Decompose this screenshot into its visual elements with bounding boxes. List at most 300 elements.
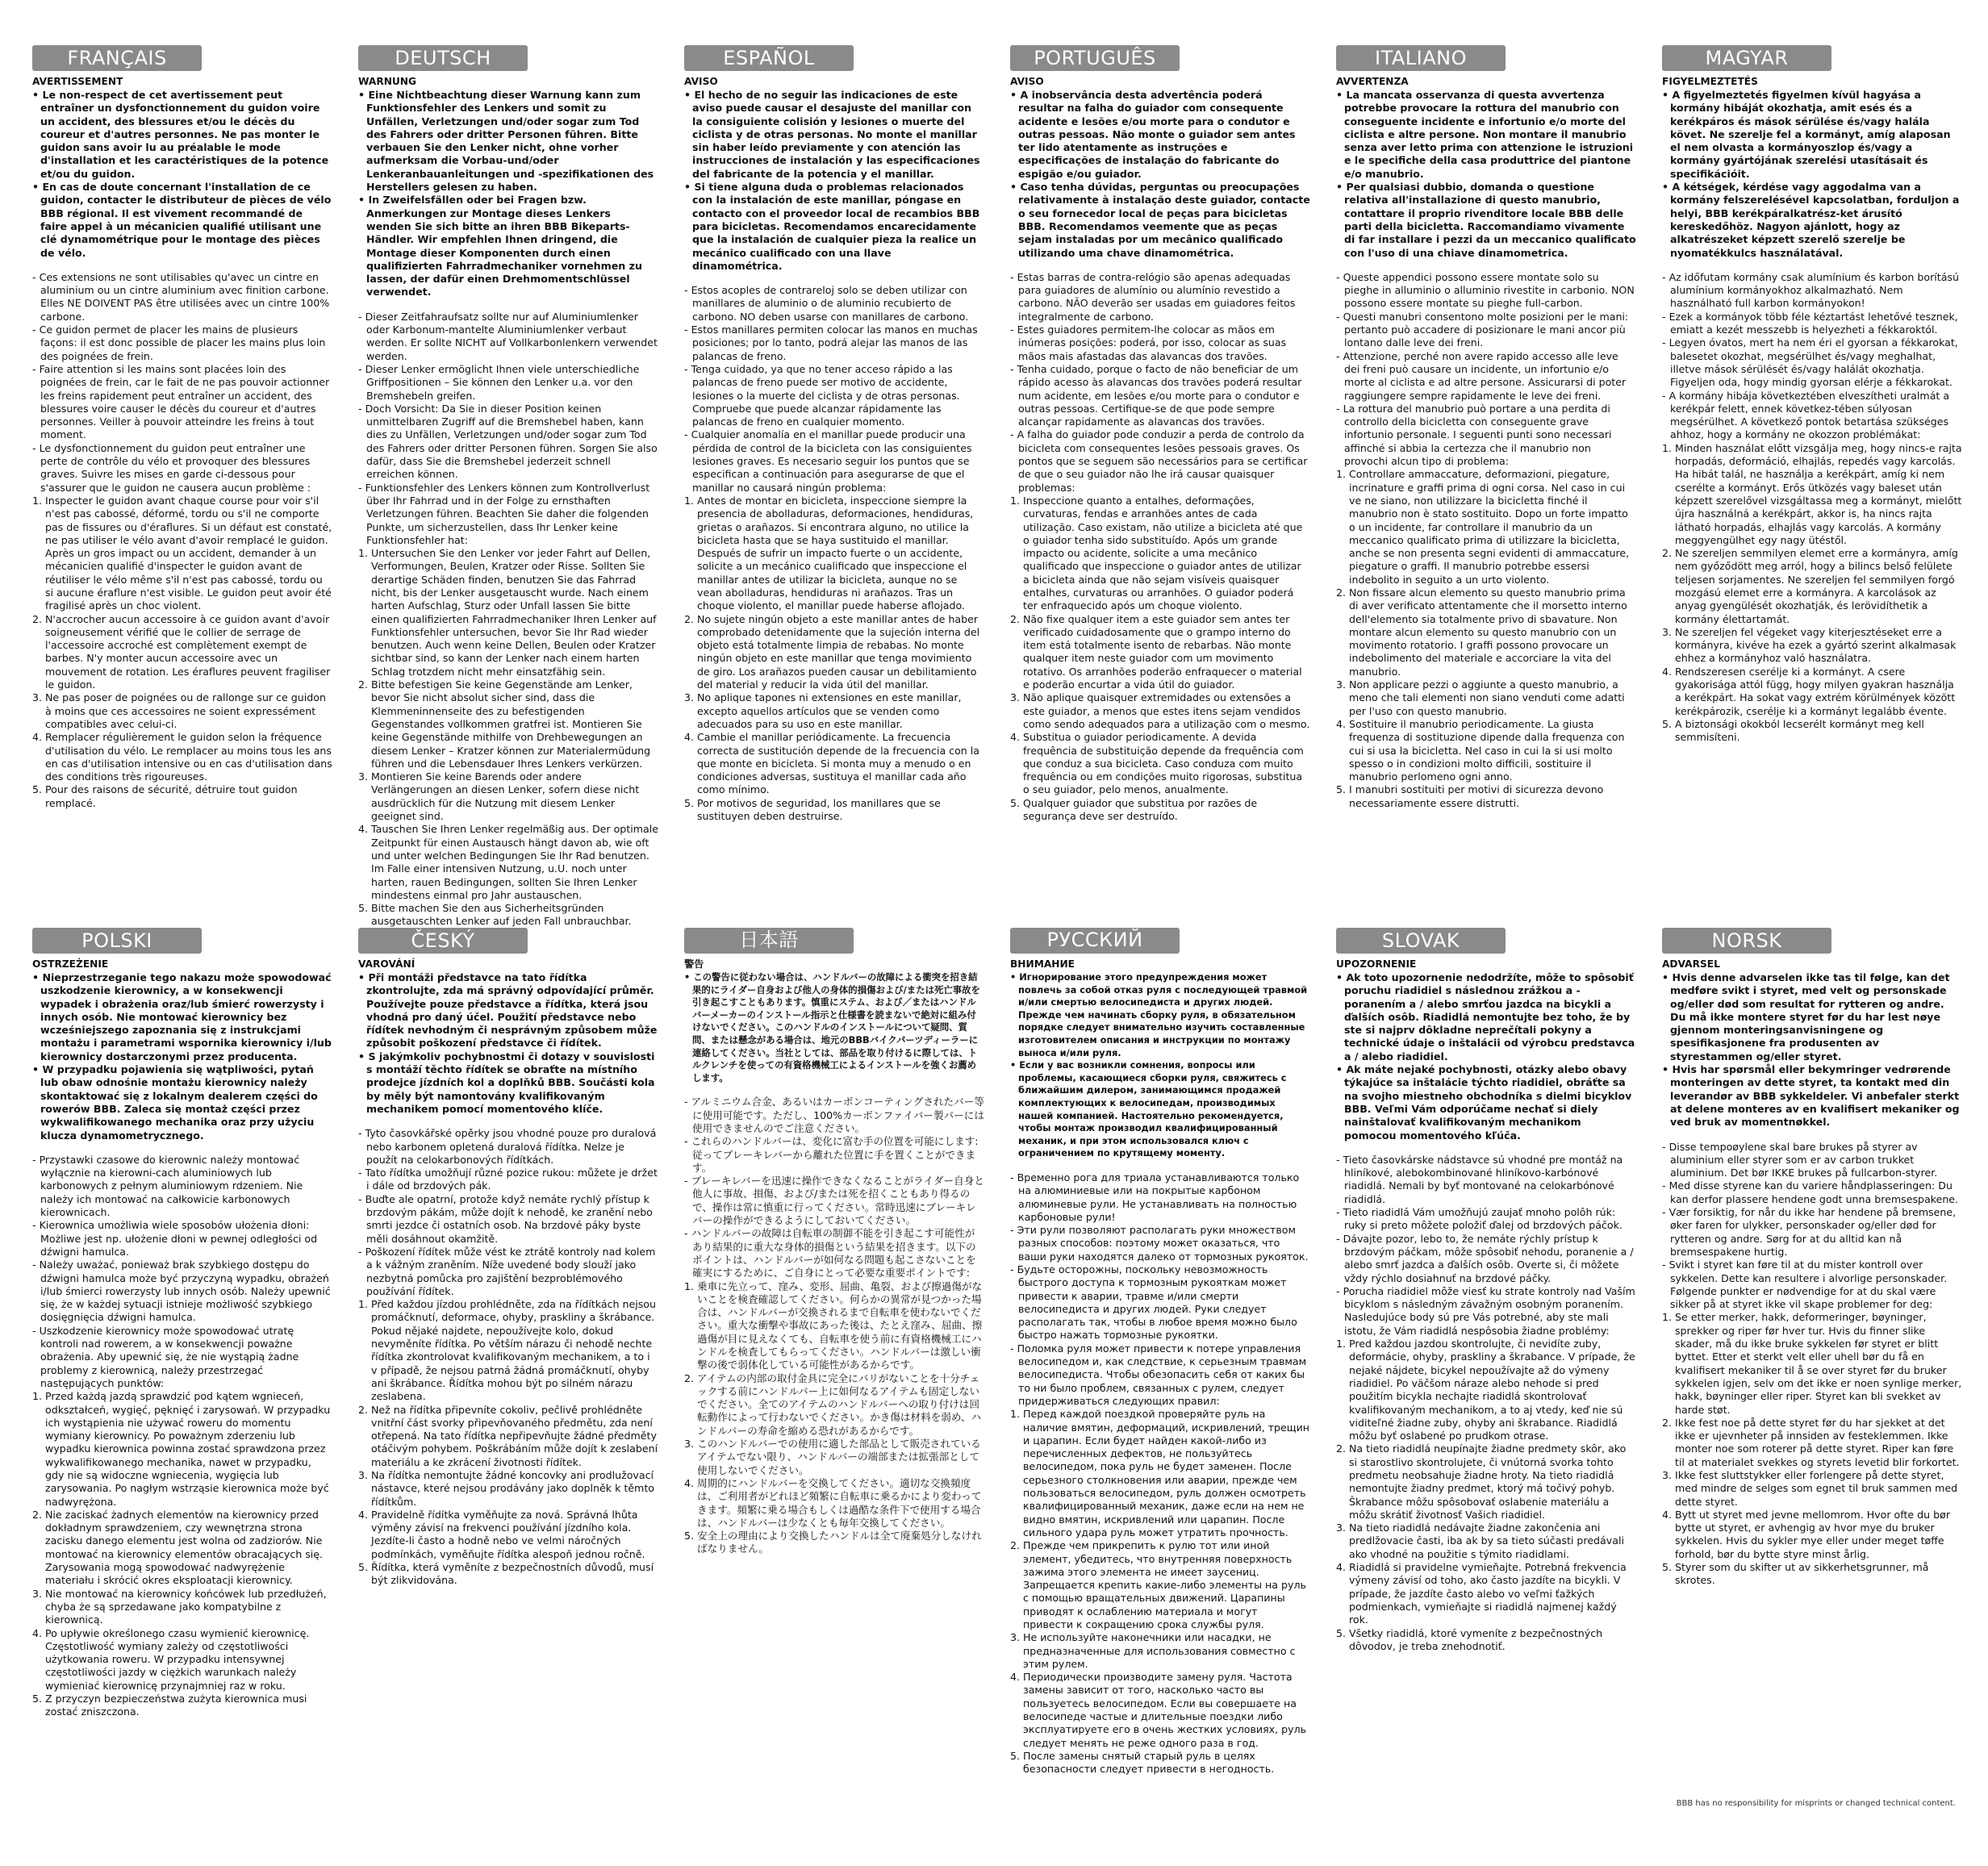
warning-title: VAROVÁNÍ [358, 958, 416, 970]
numbered-item [1662, 442, 1962, 547]
numbered-item [1662, 718, 1962, 745]
notes-list [1336, 1154, 1636, 1338]
numbered-item [32, 1588, 332, 1627]
note-item: - Doch Vorsicht: Da Sie in dieser Position keinen unmittelbaren Zugriff auf die Bremshebel haben, kann dies zu Unfällen, Verletzungen und/oder sogar zum Tod des Fahrers oder dritter Personen führen. Sorgen Sie also dafür, dass Sie die Bremshebel jederzeit schnell erreichen können. [358, 403, 658, 482]
numbered-item-text: Inspecter le guidon avant chaque course pour voir s'il n'est pas cabossé, déformé, tordu ou s'il ne comporte pas de fissures ou d'éraflures. Si un défaut est constaté, ne pas utiliser le vélo avant d'avoir remplacé le guidon. Après un gros impact ou un accident, demander à un mécanicien qualifié d'inspecter le guidon avant de réutiliser le vélo même s'il n'est pas cabossé, tordu ou si aucune éraflure n'est visible. Le guidon peut avoir été fragilisé après un choc violent. [45, 494, 332, 612]
disclaimer-footer: BBB has no responsibility for misprints or changed technical content. [1676, 1799, 1956, 1808]
warning-item: • En cas de doute concernant l'installation de ce guidon, contacter le distributeur de pièces de vélo BBB régional. Il est vivement recommandé de faire appel à un mécanicien qualifié utilisant une clé dynamométrique pour le montage des pièces de vélo. [32, 181, 332, 260]
numbered-item [358, 1561, 658, 1588]
warning-list [1336, 971, 1636, 1142]
item-number: 3. [358, 1468, 369, 1481]
numbered-item-text: Z przyczyn bezpieczeństwa zużyta kierownica musi zostać zniszczona. [45, 1693, 307, 1718]
item-number: 1. [1336, 468, 1347, 481]
item-number: 5. [358, 902, 369, 915]
item-number: 3. [1336, 1522, 1347, 1534]
numbered-list [684, 1280, 984, 1556]
item-number: 1. [358, 1298, 369, 1311]
numbered-item-text: 周期的にハンドルバーを交換してください。適切な交換頻度は、ご利用者がどれほど頻繁に自転車に乗るかにより変わってきます。頻繁に乗る場合もしくは過酷な条件下で使用する場合は、ハンドルバーは少なくとも毎年交換してください。 [697, 1476, 982, 1529]
item-number: 2. [358, 1403, 369, 1416]
numbered-item [1010, 495, 1310, 613]
notes-list [1336, 271, 1636, 468]
item-number: 2. [684, 612, 695, 625]
note-item: - Vær forsiktig, for når du ikke har hendene på bremsene, øker faren for ulykker, personskader og/eller død for rytteren og andre. Sørg for at du alltid kan nå bremsespakene hurtig. [1662, 1206, 1962, 1259]
numbered-item [1010, 1750, 1310, 1776]
numbered-item [358, 1469, 658, 1509]
numbered-list [358, 547, 658, 929]
warning-title: AVISO [1010, 76, 1044, 87]
numbered-item-text: Nie zaciskać żadnych elementów na kierownicy przed dokładnym sprawdzeniem, czy wewnętrzna strona zacisku danego elementu jest wolna od zadziorów. Nie montować na kierownicy elementów obracających się. Zarysowania mogą spowodować nadwyrężenie materiału i skrócić okres eksploatacji kierownicy. [45, 1508, 324, 1587]
numbered-item-text: Bytt ut styret med jevne mellomrom. Hvor ofte du bør bytte ut styret, er avhengig av hvor mye du bruker sykkelen. Hvis du sykler mye eller under meget tøffe forhold, bør du bytte styre minst årlig. [1675, 1508, 1951, 1560]
instructions [358, 1127, 658, 1587]
numbered-item [1336, 1442, 1636, 1522]
numbered-item-text: Rendszeresen cserélje ki a kormányt. A csere gyakorisága attól függ, hogy milyen gyakran használja a kerékpárt. Ha sokat vagy extrém körülmények között kerékpározik, cserélje ki a kormányt legalább évente. [1675, 665, 1956, 717]
item-number: 3. [1010, 691, 1021, 704]
numbered-item [1662, 626, 1962, 666]
numbered-item-text: Remplacer régulièrement le guidon selon la fréquence d'utilisation du vélo. Le remplacer au moins tous les ans en cas d'utilisation intensive ou en cas d'utilisation dans des conditions très rigoureuses. [45, 731, 332, 783]
numbered-item [1010, 1408, 1310, 1539]
language-tab: FRANÇAIS [32, 45, 202, 71]
language-section [358, 928, 658, 1588]
item-number: 3. [1662, 1468, 1673, 1481]
warning-item: • Caso tenha dúvidas, perguntas ou preocupações relativamente à instalação deste guiador, contacte o seu fornecedor local de peças para bicicletas BBB. Recomendamos veemente que as peças sejam instaladas por um mecânico qualificado utilizando uma chave dinamométrica. [1010, 181, 1310, 260]
numbered-item [1010, 1631, 1310, 1671]
numbered-item-text: Montieren Sie keine Barends oder andere Verlängerungen an diesen Lenker, sofern diese nicht ausdrücklich für die Nutzung mit diesem Lenker geeignet sind. [371, 770, 640, 823]
numbered-item-text: Ikke fest sluttstykker eller forlengere på dette styret, med mindre de selges som egnet til bruk sammen med dette styret. [1675, 1468, 1958, 1508]
numbered-list [1010, 1408, 1310, 1776]
note-item: - Faire attention si les mains sont placées loin des poignées de frein, car le fait de ne pas pouvoir actionner les freins rapidement peut entraîner un accident, des blessures voire causer le décès du coureur et d'autres personnes. Veiller à pouvoir atteindre les freins à tout moment. [32, 363, 332, 442]
notes-list [1010, 1171, 1310, 1408]
numbered-item [684, 731, 984, 796]
language-section [358, 45, 658, 929]
numbered-item [32, 1390, 332, 1509]
numbered-item [358, 1298, 658, 1403]
instructions [1336, 271, 1636, 810]
note-item: - Poškození řídítek může vést ke ztrátě kontroly nad kolem a k vážným zraněním. Níže uvedené body slouží jako nezbytná pomůcka pro zajištění bezproblémového používání řídítek. [358, 1246, 658, 1298]
numbered-item [1662, 547, 1962, 626]
numbered-item [684, 495, 984, 613]
note-item: - Svikt i styret kan føre til at du mister kontroll over sykkelen. Dette kan resultere i alvorlige personskader. Følgende punkter er nødvendige for at du skal være sikker på at styret ikke vil skape problemer for deg: [1662, 1259, 1962, 1311]
warning-item: • A inobservância desta advertência poderá resultar na falha do guiador com consequente acidente e lesões e/ou morte para o condutor e outras pessoas. Não monte o guiador sem antes ter lido atentamente as instruções e especificações de instalação do fabricante do espigão e/ou guiador. [1010, 89, 1310, 181]
item-number: 4. [1662, 665, 1673, 678]
numbered-item-text: Inspeccione quanto a entalhes, deformações, curvaturas, fendas e arranhões antes de cada utilização. Caso existam, não utilize a bicicleta até que o guiador tenha sido substituído. Após um grande impacto ou acidente, solicite a uma mecânico qualificado que inspeccione o guiador antes de utilizar a bicicleta ainda que não sejam visíveis quaisquer entalhes, curvaturas ou arranhões. O guiador poderá ter enfraquecido após um choque violento. [1023, 494, 1303, 612]
numbered-list [1336, 468, 1636, 810]
item-number: 5. [1336, 1626, 1347, 1639]
language-section [1010, 928, 1310, 1776]
note-item: - Estos manillares permiten colocar las manos en muchas posiciones; por lo tanto, podrá alejar las manos de las palancas de freno. [684, 324, 984, 363]
note-item: - これらのハンドルバーは、変化に富む手の位置を可能にします:従ってブレーキレバーから離れた位置に手を置くことができます。 [684, 1135, 984, 1175]
item-number: 3. [1336, 678, 1347, 691]
item-number: 3. [684, 1438, 695, 1451]
note-item: - Uszkodzenie kierownicy może spowodować utratę kontroli nad rowerem, a w konsekwencji poważne obrażenia. Aby upewnić się, że nie wystąpią żadne problemy z kierownicą, należy przestrzegać następujących punktów: [32, 1325, 332, 1390]
item-number: 1. [1010, 1408, 1021, 1421]
item-number: 4. [32, 1626, 43, 1639]
numbered-list [1662, 442, 1962, 745]
note-item: - Будьте осторожны, поскольку невозможность быстрого доступа к тормозным рукояткам может привести к аварии, травме и/или смерти велосипедиста и других людей. Руки следует располагать так, чтобы в любое время можно было быстро нажать тормозные рукоятки. [1010, 1263, 1310, 1342]
language-tab: DEUTSCH [358, 45, 528, 71]
numbered-item [32, 613, 332, 692]
item-number: 1. [684, 1279, 695, 1292]
item-number: 5. [1662, 1561, 1673, 1574]
language-tab: POLSKI [32, 928, 202, 954]
item-number: 4. [1336, 717, 1347, 730]
language-tab: PORTUGUÊS [1010, 45, 1180, 71]
item-number: 3. [32, 691, 43, 704]
numbered-item [1336, 1522, 1636, 1561]
language-tab: ITALIANO [1336, 45, 1506, 71]
numbered-item-text: Não fixe qualquer item a este guiador sem antes ter verificado cuidadosamente que o grampo interno do item está totalmente isento de rebarbas. Não monte qualquer item neste guiador com um movimento rotativo. Os arranhões poderão enfraquecer o material e poderão encurtar a vida útil do guiador. [1023, 612, 1302, 691]
numbered-item [1336, 678, 1636, 718]
item-number: 5. [684, 1530, 695, 1542]
note-item: - Ezek a kormányok több féle kéztartást lehetővé tesznek, emiatt a kezét messzebb is helyezheti a fékkaroktól. [1662, 311, 1962, 337]
item-number: 5. [358, 1561, 369, 1574]
notes-list [684, 284, 984, 495]
item-number: 2. [1662, 1416, 1673, 1429]
notes-list [32, 271, 332, 495]
item-number: 5. [1010, 1749, 1021, 1762]
numbered-item [1662, 1469, 1962, 1509]
warning-title: AVISO [684, 76, 718, 87]
note-item: - Disse tempoøylene skal bare brukes på styrer av aluminium eller styrer som er av carbon trukket aluminium. Det bør IKKE brukes på fullcarbon-styrer. [1662, 1141, 1962, 1180]
numbered-item [1010, 613, 1310, 692]
instructions [1662, 271, 1962, 745]
notes-list [684, 1096, 984, 1279]
notes-list [1010, 271, 1310, 495]
numbered-item-text: Controllare ammaccature, deformazioni, piegature, incrinature e graffi prima di ogni corsa. Nel caso in cui ve ne siano, non utilizzare la bicicletta finché il manubrio non è stato sostituito. Dopo un forte impatto o un incidente, far controllare il manubrio da un meccanico qualificato prima di utilizzare la bicicletta, anche se non presenta segni evidenti di ammaccature, piegature o graffi. Il manubrio potrebbe essersi indebolito in seguito a un urto violento. [1349, 468, 1630, 586]
item-number: 4. [1010, 731, 1021, 744]
numbered-item [684, 797, 984, 824]
numbered-item [32, 1509, 332, 1588]
numbered-item-text: Não aplique quaisquer extremidades ou extensões a este guiador, a menos que estes itens sejam vendidos como sendo adequados para a utilização com o mesmo. [1023, 691, 1310, 730]
warning-item: • Ak máte nejaké pochybnosti, otázky alebo obavy týkajúce sa inštalácie týchto riadidiel, obráťte sa na svojho miestneho obchodníka s dielmi bicyklov BBB. Veľmi Vám odporúčame nechať si diely nainštalovať kvalifikovaným mechanikom pomocou momentového kľúča. [1336, 1063, 1636, 1142]
numbered-item [1662, 1311, 1962, 1416]
numbered-list [1336, 1338, 1636, 1653]
item-number: 4. [1662, 1508, 1673, 1521]
warning-list [1010, 89, 1310, 260]
numbered-item [1662, 1509, 1962, 1561]
note-item: - Временно рога для триала устанавливаются только на алюминиевые или на покрытые карбоном алюминевые рули. Не устанавливать на полностью карбоновые рули! [1010, 1171, 1310, 1224]
note-item: - Funktionsfehler des Lenkers können zum Kontrollverlust über Ihr Fahrrad und in der Folge zu ernsthaften Verletzungen führen. Beachten Sie daher die folgenden Punkte, um sicherzustellen, dass Ihr Lenker keine Funktionsfehler hat: [358, 482, 658, 547]
notes-list [1662, 271, 1962, 442]
note-item: - Поломка руля может привести к потере управления велосипедом и, как следствие, к серьезным травмам велосипедиста. Чтобы обезопасить себя от каких бы то ни было проблем, связанных с рулем, следует придерживаться следующих правил: [1010, 1342, 1310, 1408]
language-section [1010, 45, 1310, 823]
language-tab: ESPAÑOL [684, 45, 854, 71]
warning-item: • Ak toto upozornenie nedodržíte, môže to spôsobiť poruchu riadidiel s následnou zrážkou a - poranením a / alebo smrťou jazdca na bicykli a ďalších osôb. Riadidlá nemontujte bez toho, že by ste si najprv dôkladne neprečítali pokyny a technické údaje o inštalácii od výrobcu predstavca a / alebo riadidiel. [1336, 971, 1636, 1063]
note-item: - Эти рули позволяют располагать руки множеством разных способов: поэтому может оказаться, что ваши руки находятся далеко от тормозных рукояток. [1010, 1224, 1310, 1263]
note-item: - Porucha riadidiel môže viesť ku strate kontroly nad Vaším bicyklom s následným závažným osobným poranením. Nasledujúce body sú pre Vás potrebné, aby ste mali istotu, že Vám riadidlá nespôsobia žiadne problémy: [1336, 1285, 1636, 1338]
numbered-item [684, 1530, 984, 1556]
language-section [684, 45, 984, 823]
note-item: - Az időfutam kormány csak alumínium és karbon borítású alumínium kormányokhoz alkalmazható. Nem használható full karbon kormányokon! [1662, 271, 1962, 311]
numbered-item-text: No sujete ningún objeto a este manillar antes de haber comprobado detenidamente que la sujeción interna del objeto está totalmente limpia de rebabas. No monte ningún objeto en este manillar que tenga movimiento de giro. Los arañazos pueden causar un debilitamiento del material y reducir la vida útil del manillar. [697, 612, 980, 691]
numbered-item-text: Po upływie określonego czasu wymienić kierownicę. Częstotliwość wymiany zależy od częstotliwości użytkowania roweru. W przypadku intensywnej częstotliwości jazdy w ciężkich warunkach należy wymieniać kierownicę przynajmniej raz w roku. [45, 1626, 310, 1692]
numbered-item-text: Bitte befestigen Sie keine Gegenstände am Lenker, bevor Sie nicht absolut sicher sind, dass die Klemmeninnenseite des zu befestigenden Gegenstandes vollkommen gratfrei ist. Montieren Sie keine Gegenstände mithilfe von Drehbewegungen an diesem Lenker – Kratzer können zur Materialermüdung führen und die Lebensdauer Ihres Lenkers verkürzen. [371, 678, 651, 770]
note-item: - Cualquier anomalía en el manillar puede producir una pérdida de control de la bicicleta con las consiguientes lesiones graves. Es necesario seguir los puntos que se especifican a continuación para asegurarse de que el manillar no causará ningún problema: [684, 428, 984, 494]
item-number: 2. [1662, 547, 1673, 560]
language-section [32, 45, 332, 810]
item-number: 1. [1010, 494, 1021, 507]
numbered-item [1336, 1627, 1636, 1654]
note-item: - La rottura del manubrio può portare a una perdita di controllo della bicicletta con conseguente grave infortunio personale. I seguenti punti sono necessari affinché si abbia la certezza che il manubrio non provochi alcun tipo di problema: [1336, 403, 1636, 468]
warning-item: • S jakýmkoliv pochybnostmi či dotazy v souvislosti s montáží těchto řídítek se obraťte na místního prodejce jízdních kol a doplňků BBB. Součásti kola by měly být namontovány kvalifikovaným mechanikem pomocí momentového klíče. [358, 1050, 658, 1116]
note-item: - Tenga cuidado, ya que no tener acceso rápido a las palancas de freno puede ser motivo de accidente, lesiones o la muerte del ciclista y de otras personas. Compruebe que puede alcanzar rápidamente las palancas de freno en cualquier momento. [684, 363, 984, 428]
item-number: 5. [1010, 796, 1021, 809]
item-number: 3. [32, 1587, 43, 1600]
numbered-item [32, 691, 332, 731]
numbered-item-text: Substitua o guiador periodicamente. A devida frequência de substituição depende da frequência com que conduz a sua bicicleta. Caso conduza com muito frequência ou em condições muito rigorosas, substitua o seu guiador, pelo menos, anualmente. [1023, 731, 1304, 796]
language-tab: 日本語 [684, 928, 854, 954]
numbered-item-text: Ne szereljen fel végeket vagy kiterjesztéseket erre a kormányra, kivéve ha ezek a gyártó szerint alkalmasak ehhez a kormányhoz való használatra. [1675, 625, 1957, 665]
note-item: - Przystawki czasowe do kierownic należy montować wyłącznie na kierowni-cach aluminiowych lub karbonowych z pełnym aluminiowym rdzeniem. Nie należy ich montować na całkowicie karbonowych kierownicach. [32, 1154, 332, 1219]
numbered-item [32, 1693, 332, 1719]
warning-item: • A kétségek, kérdése vagy aggodalma van a kormány felszerelésével kapcsolatban, forduljon a helyi, BBB kerékpáralkatrész-ket árusító kereskedőhöz. Nagyon ajánlott, hogy az alkatrészeket képzett szerelő szerelje be nyomatékkulcs használatával. [1662, 181, 1962, 260]
numbered-item-text: Nie montować na kierownicy końcówek lub przedłużeń, chyba że są sprzedawane jako kompatybilne z kierownicą. [45, 1587, 327, 1626]
numbered-item [358, 823, 658, 902]
warning-list [1336, 89, 1636, 260]
numbered-item-text: このハンドルバーでの使用に適した部品として販売されているアイテムでない限り、ハンドルバーの端部または拡張部として使用しないでください。 [697, 1438, 981, 1476]
numbered-item [1336, 587, 1636, 678]
notes-list [358, 1127, 658, 1298]
numbered-item-text: A biztonsági okokból lecserélt kormányt meg kell semmisíteni. [1675, 717, 1924, 744]
warning-item: • Если у вас возникли сомнения, вопросы или проблемы, касающиеся сборки руля, свяжитесь с ближайшим дилером, занимающимся продажей комплектующих к велосипедам, производимых нашей компанией. Настоятельно рекомендуется, чтобы монтаж производил квалифицированный механик, и при этом использовался ключ с ограничением по крутящему моменту. [1010, 1059, 1310, 1160]
item-number: 5. [684, 796, 695, 809]
numbered-item-text: Na řídítka nemontujte žádné koncovky ani prodlužovací nástavce, které nejsou prodávány jako doplněk k těmto řídítkům. [371, 1468, 654, 1508]
notes-list [32, 1154, 332, 1390]
language-section [1336, 45, 1636, 810]
numbered-item-text: Ne pas poser de poignées ou de rallonge sur ce guidon à moins que ces accessoires ne soient expressément compatibles avec celui-ci. [45, 691, 326, 730]
numbered-item-text: Bitte machen Sie den aus Sicherheitsgründen ausgetauschten Lenker auf jeden Fall unbrauchbar. [371, 902, 632, 928]
numbered-item-text: Styrer som du skifter ut av sikkerhetsgrunner, må skrotes. [1675, 1561, 1929, 1587]
notes-list [358, 311, 658, 547]
note-item: - Tieto riadidlá Vám umožňujú zaujať mnoho polôh rúk: ruky si preto môžete položiť ďalej od brzdových páčok. [1336, 1206, 1636, 1233]
item-number: 3. [1662, 625, 1673, 638]
item-number: 3. [358, 770, 369, 783]
numbered-item [684, 613, 984, 692]
warning-list [684, 89, 984, 273]
note-item: - Dávajte pozor, lebo to, že nemáte rýchly prístup k brzdovým páčkam, môže spôsobiť nehodu, poranenie a / alebo smrť jazdca a ďalších osôb. Overte si, či môžete vždy rýchlo dosiahnuť na brzdové páčky. [1336, 1233, 1636, 1285]
numbered-item-text: 乗車に先立って、窪み、変形、屈曲、亀裂、および擦過傷がないことを検査確認してください。何らかの異常が見つかった場合は、ハンドルバーが交換されるまで自転車を使わないでください。重大な衝撃や事故にあった後は、たとえ窪み、屈曲、擦過傷が目に見えなくても、自転車を使う前に有資格機械工にハンドルを検査してもらってください。ハンドルバーは激しい衝撃の後で弱体化している可能性があるからです。 [697, 1279, 983, 1371]
numbered-list [1010, 495, 1310, 823]
numbered-list [32, 1390, 332, 1718]
numbered-item-text: Se etter merker, hakk, deformeringer, bøyninger, sprekker og riper før hver tur. Hvis du finner slike skader, må du ikke bruke sykkelen før styret er blitt byttet. Etter et sterkt velt eller uhell bør du få en kvalifisert mekaniker til å se over styret før du bruker sykkelen igjen, selv om det ikke er noen synlige merker, hakk, bøyninger eller riper. Styret kan bli svekket av harde støt. [1675, 1311, 1962, 1416]
warning-item: • Nieprzestrzeganie tego nakazu może spowodować uszkodzenie kierownicy, a w konsekwencji wypadek i obrażenia oraz/lub śmierć rowerzysty i innych osób. Nie montować kierownicy bez wcześniejszego zapoznania się z instrukcjami montażu i parametrami wspornika kierownicy i/lub kierownicy dostarczonymi przez producenta. [32, 971, 332, 1063]
numbered-item [32, 783, 332, 810]
warning-item: • W przypadku pojawienia się wątpliwości, pytań lub obaw odnośnie montażu kierownicy należy skontaktować się z lokalnym dealerem części do rowerów BBB. Zaleca się montaż części przez wykwalifikowanego mechanika oraz przy użyciu klucza dynamometrycznego. [32, 1063, 332, 1142]
numbered-item [1336, 468, 1636, 587]
numbered-item-text: Antes de montar en bicicleta, inspeccione siempre la presencia de abolladuras, deformaciones, hendiduras, grietas o arañazos. Si encontrara alguno, no utilice la bicicleta hasta que se haya sustituido el manillar. Después de sufrir un impacto fuerte o un accidente, solicite a un mecánico cualificado que inspeccione el manillar antes de utilizar la bicicleta, aunque no se vean abolladuras, hendiduras ni arañazos. Tras un choque violento, el manillar puede haberse aflojado. [697, 494, 974, 612]
instructions [32, 271, 332, 810]
note-item: - Le dysfonctionnement du guidon peut entraîner une perte de contrôle du vélo et provoquer des blessures graves. Suivre les mises en garde ci-dessous pour s'assurer que le guidon ne causera aucun problème : [32, 442, 332, 495]
item-number: 2. [1336, 586, 1347, 599]
note-item: - Med disse styrene kan du variere håndplasseringen: Du kan derfor plassere hendene godt unna bremsespakene. [1662, 1179, 1962, 1206]
numbered-item-text: Перед каждой поездкой проверяйте руль на наличие вмятин, деформаций, искривлений, трещин и царапин. Если будет найден какой-либо из перечисленных дефектов, не пользуйтесь велосипедом, пока руль не будет заменен. После серьезного столкновения или аварии, прежде чем пользоваться велосипедом, руль должен осмотреть квалифицированный механик, даже если на нем не видно вмятин, искривлений или царапин. После сильного удара руль может утратить прочность. [1023, 1408, 1309, 1538]
language-section [684, 928, 984, 1556]
note-item: - Ce guidon permet de placer les mains de plusieurs façons: il est donc possible de placer les mains plus loin des poignées de frein. [32, 324, 332, 363]
warning-title: WARNUNG [358, 76, 417, 87]
language-tab: MAGYAR [1662, 45, 1831, 71]
language-tab: SLOVAK [1336, 928, 1506, 954]
item-number: 5. [1336, 783, 1347, 796]
numbered-item [1662, 1417, 1962, 1469]
numbered-item-text: Периодически производите замену руля. Частота замены зависит от того, насколько часто вы пользуетесь велосипедом. Если вы совершаете на велосипеде частые и длительные поездки либо эксплуатируете его в очень жестких условиях, руль следует менять не реже одного раза в год. [1023, 1671, 1307, 1749]
item-number: 3. [684, 691, 695, 704]
warning-title: OSTRZEŻENIE [32, 958, 109, 970]
note-item: - Tyto časovkářské opěrky jsou vhodné pouze pro duralová nebo karbonem opletená duralová řídítka. Nelze je použít na celokarbonových řídítkách. [358, 1127, 658, 1167]
note-item: - A falha do guiador pode conduzir a perda de controlo da bicicleta com consequentes lesões pessoais graves. Os pontos que se seguem são necessários para se certificar de que o seu guiador não lhe irá causar quaisquer problemas: [1010, 428, 1310, 494]
numbered-item-text: Všetky riadidlá, ktoré vymeníte z bezpečnostných dôvodov, je treba znehodnotiť. [1349, 1626, 1603, 1652]
numbered-item-text: Řídítka, která vyměníte z bezpečnostních důvodů, musí být zlikvidována. [371, 1561, 654, 1587]
numbered-item [1336, 783, 1636, 810]
item-number: 4. [1010, 1671, 1021, 1684]
item-number: 3. [1010, 1631, 1021, 1644]
numbered-item [1336, 718, 1636, 783]
item-number: 1. [358, 547, 369, 560]
numbered-item [1010, 797, 1310, 824]
note-item: - Tenha cuidado, porque o facto de não beneficiar de um rápido acesso às alavancas dos travões poderá resultar num acidente, em lesões e/ou morte para o condutor e outras pessoas. Certifique-se de que pode sempre alcançar rapidamente as alavancas dos travões. [1010, 363, 1310, 428]
numbered-item-text: Než na řídítka připevníte cokoliv, pečlivě prohlédněte vnitřní část svorky připevňovaného předmětu, zda není otřepená. Na tato řídítka nepřipevňujte žádné předměty otáčivým pohybem. Poškrábáním může dojít k zeslabení materiálu a ke zkrácení životnosti řídítek. [371, 1403, 658, 1468]
note-item: - Ces extensions ne sont utilisables qu'avec un cintre en aluminium ou un cintre aluminium avec finition carbone. Elles NE DOIVENT PAS être utilisées avec un cintre 100% carbone. [32, 271, 332, 324]
warning-title: 警告 [684, 958, 704, 970]
numbered-item [32, 731, 332, 783]
numbered-item [1336, 1338, 1636, 1442]
language-section [1336, 928, 1636, 1653]
warning-title: ВНИМАНИЕ [1010, 958, 1075, 970]
numbered-item-text: Riadidlá si pravidelne vymieňajte. Potrebná frekvencia výmeny závisí od toho, ako často jazdíte na bicykli. V prípade, že jazdíte často alebo vo veľmi ťažkých podmienkach, vymieňajte si riadidlá najmenej každý rok. [1349, 1561, 1627, 1626]
instructions [684, 284, 984, 823]
numbered-item-text: Ne szereljen semmilyen elemet erre a kormányra, amíg nem győződött meg arról, hogy a bilincs belső felülete teljesen sorjamentes. Ne szereljen fel semmilyen forgó mozgású elemet erre a kormányra. A karcolások az anyag gyengülését okozhatják, és lerövidíthetik a kormány élettartamát. [1675, 547, 1958, 625]
warning-item: • Per qualsiasi dubbio, domanda o questione relativa all'installazione di questo manubrio, contattare il proprio rivenditore locale BBB delle parti della bicicletta. Raccomandiamo vivamente di far installare i pezzi da un meccanico qualificato con l'uso di una chiave dinamometrica. [1336, 181, 1636, 260]
note-item: - Dieser Lenker ermöglicht Ihnen viele unterschiedliche Griffpositionen – Sie können den Lenker u.a. vor den Bremshebeln greifen. [358, 363, 658, 403]
language-section [1662, 928, 1962, 1588]
item-number: 1. [1662, 1311, 1673, 1324]
instructions [684, 1096, 984, 1555]
item-number: 1. [32, 1390, 43, 1403]
warning-item: • Игнорирование этого предупреждения может повлечь за собой отказ руля с последующей травмой и/или смертью велосипедиста и других людей. Прежде чем начинать сборку руля, в обязательном порядке следует внимательно изучить составленные изготовителем описания и инструкции по монтажу выноса и/или руля. [1010, 971, 1310, 1059]
warning-title: AVVERTENZA [1336, 76, 1409, 87]
warning-title: AVERTISSEMENT [32, 76, 123, 87]
item-number: 5. [32, 1693, 43, 1705]
numbered-item-text: Pred každou jazdou skontrolujte, či nevidíte zuby, deformácie, ohyby, praskliny a škrabance. V prípade, že nejaké nájdete, bicykel nepoužívajte až do výmeny riadidiel. Po väčšom náraze alebo nehode si pred použitím bicykla nechajte riadidlá skontrolovať kvalifikovaným mechanikom, a to aj vtedy, keď nie sú viditeľné žiadne zuby, ohyby ani škrabance. Riadidlá môžu byť oslabené po prudkom otrase. [1349, 1338, 1635, 1442]
warning-list [1662, 89, 1962, 260]
item-number: 4. [684, 731, 695, 744]
language-section [32, 928, 332, 1719]
warning-list [32, 971, 332, 1142]
numbered-item-text: Non applicare pezzi o aggiunte a questo manubrio, a meno che tali elementi non siano venduti come adatti per l'uso con questo manubrio. [1349, 678, 1625, 717]
numbered-item-text: Cambie el manillar periódicamente. La frecuencia correcta de sustitución depende de la frecuencia con la que monte en bicicleta. Si monta muy a menudo o en condiciones adversas, sustituya el manillar cada año como mínimo. [697, 731, 980, 796]
numbered-item-text: После замены снятый старый руль в целях безопасности следует привести в негодность. [1023, 1749, 1275, 1776]
note-item: - Należy uważać, ponieważ brak szybkiego dostępu do dźwigni hamulca może być przyczyną wypadku, obrażeń i/lub śmierci rowerzysty lub innych osób. Należy upewnić się, że w każdej sytuacji istnieje możliwość szybkiego dosięgnięcia dźwigni hamulca. [32, 1259, 332, 1324]
numbered-item-text: Tauschen Sie Ihren Lenker regelmäßig aus. Der optimale Zeitpunkt für einen Austausch hängt davon ab, wie oft und unter welchen Bedingungen Sie Ihr Rad benutzen. Im Falle einer intensiven Nutzung, u.U. noch unter harten, rauen Bedingungen, sollten Sie Ihren Lenker mindestens einmal pro Jahr austauschen. [371, 823, 658, 901]
numbered-item [1010, 1671, 1310, 1750]
numbered-item [1010, 691, 1310, 731]
item-number: 1. [1662, 441, 1673, 454]
warning-list [684, 971, 984, 1084]
numbered-item-text: Не используйте наконечники или насадки, не предназначенные для использования совместно с этим рулем. [1023, 1631, 1296, 1670]
numbered-item [684, 691, 984, 731]
item-number: 4. [32, 731, 43, 744]
numbered-item-text: Прежде чем прикрепить к рулю тот или иной элемент, убедитесь, что внутренняя поверхность зажима этого элемента не имеет заусениц. Запрещается крепить какие-либо элементы на руль с помощью вращательных движений. Царапины приводят к ослаблению материала и могут привести к сокращению срока службы руля. [1023, 1539, 1306, 1630]
numbered-item [1010, 1539, 1310, 1631]
numbered-item-text: Qualquer guiador que substitua por razões de segurança deve ser destruído. [1023, 796, 1258, 823]
numbered-item [1662, 1561, 1962, 1588]
item-number: 1. [32, 494, 43, 507]
note-item: - Questi manubri consentono molte posizioni per le mani: pertanto può accadere di posizionare le mani ancor più lontano dalle leve dei freni. [1336, 311, 1636, 350]
numbered-item-text: No aplique tapones ni extensiones en este manillar, excepto aquellos artículos que se venden como adecuados para su uso en este manillar. [697, 691, 962, 730]
numbered-item-text: Ikke fest noe på dette styret før du har sjekket at det ikke er ujevnheter på innsiden av festeklemmen. Ikke monter noe som roterer på dette styret. Riper kan føre til at materialet svekkes og styrets levetid blir forkortet. [1675, 1416, 1960, 1468]
numbered-item [684, 1477, 984, 1530]
numbered-item [358, 547, 658, 678]
warning-item: • A figyelmeztetés figyelmen kívül hagyása a kormány hibáját okozhatja, amit esés és a kerékpáros és mások sérülése és/vagy halála követ. Ne szerelje fel a kormányt, amíg alaposan el nem olvasta a kormányoszlop és/vagy a kormány gyártójának szerelési utasításait és specifikációit. [1662, 89, 1962, 181]
numbered-item [358, 1404, 658, 1469]
numbered-item [32, 495, 332, 613]
numbered-item [358, 902, 658, 929]
numbered-item-text: Por motivos de seguridad, los manillares que se sustituyen deben destruirse. [697, 796, 941, 823]
warning-title: UPOZORNENIE [1336, 958, 1417, 970]
numbered-item [684, 1438, 984, 1477]
instructions [1010, 271, 1310, 823]
item-number: 4. [1336, 1561, 1347, 1574]
item-number: 4. [358, 1508, 369, 1521]
warning-item: • In Zweifelsfällen oder bei Fragen bzw. Anmerkungen zur Montage dieses Lenkers wenden Sie sich bitte an ihren BBB Bikeparts-Händler. Wir empfehlen Ihnen dringend, die Montage dieser Komponenten durch einen qualifizierten Fahrradmechaniker vornehmen zu lassen, der dafür einen Drehmomentschlüssel verwendet. [358, 194, 658, 298]
instructions [1662, 1141, 1962, 1588]
numbered-item-text: Před každou jízdou prohlédněte, zda na řídítkách nejsou promáčknutí, deformace, ohyby, praskliny a škrábance. Pokud nějaké najdete, nepoužívejte kolo, dokud nevyměníte řídítka. Po větším nárazu či nehodě nechte řídítka zkontrolovat kvalifikovaným mechanikem, a to i v případě, že nejsou patrná žádná promáčknutí, ohyby ani škrábance. Řídítka mohou být po silném nárazu zeslabena. [371, 1298, 656, 1403]
item-number: 1. [684, 494, 695, 507]
numbered-item-text: I manubri sostituiti per motivi di sicurezza devono necessariamente essere distrutti. [1349, 783, 1604, 809]
note-item: - ブレーキレバーを迅速に操作できなくなることがライダー自身と他人に事故、損傷、および/または死を招くこともあり得るので、操作は常に慎重に行ってください。常時迅速にブレーキレバーの操作ができるようにしておいてください。 [684, 1175, 984, 1227]
language-tab: РУССКИЙ [1010, 928, 1180, 954]
numbered-item-text: 安全上の理由により交換したハンドルは全て廃棄処分しなければなりません。 [697, 1530, 982, 1555]
note-item: - Attenzione, perché non avere rapido accesso alle leve dei freni può causare un incidente, un infortunio e/o morte al ciclista e ad altre persone. Assicurarsi di poter raggiungere sempre rapidamente le leve dei freni. [1336, 350, 1636, 403]
numbered-item [1662, 666, 1962, 718]
warning-item: • Eine Nichtbeachtung dieser Warnung kann zum Funktionsfehler des Lenkers und somit zu Unfällen, Verletzungen und/oder sogar zum Tod des Fahrers oder dritter Personen führen. Bitte verbauen Sie den Lenker nicht, ohne vorher aufmerksam die Vorbau-und/oder Lenkeranbauanleitungen und -spezifikationen des Herstellers gelesen zu haben. [358, 89, 658, 194]
numbered-item [358, 1509, 658, 1561]
language-tab: NORSK [1662, 928, 1831, 954]
note-item: - Kierownica umożliwia wiele sposobów ułożenia dłoni: Możliwe jest np. ułożenie dłoni w pewnej odległości od dźwigni hamulca. [32, 1219, 332, 1259]
item-number: 4. [684, 1476, 695, 1489]
numbered-item-text: Przed każdą jazdą sprawdzić pod kątem wgnieceń, odkształceń, wygięć, pęknięć i zarysowań. W przypadku ich wystąpienia nie używać roweru do momentu wymiany kierownicy. Po poważnym zderzeniu lub wypadku kierownica powinna zostać sprawdzona przez wykwalifikowanego mechanika, nawet w przypadku, gdy nie są widoczne wgniecenia, wygięcia lub zarysowania. Po nagłym wstrząsie kierownica może być nadwyrężona. [45, 1390, 331, 1508]
item-number: 5. [32, 783, 43, 796]
numbered-item [358, 678, 658, 770]
item-number: 2. [32, 1508, 43, 1521]
warning-item: • Hvis har spørsmål eller bekymringer vedrørende monteringen av dette styret, ta kontakt med din leverandør av BBB sykkeldeler. Vi anbefaler sterkt at delene monteres av en kvalifisert mekaniker og ved bruk av momentnøkkel. [1662, 1063, 1962, 1129]
warning-item: • Při montáži představce na tato řídítka zkontrolujte, zda má správný odpovídající průměr. Používejte pouze představce a řídítka, která jsou vhodná pro daný účel. Použití představce nebo řídítek nevhodným či nesprávným způsobem může způsobit poškození představce či řídítek. [358, 971, 658, 1050]
item-number: 2. [1010, 612, 1021, 625]
instructions [1010, 1171, 1310, 1776]
note-item: - Legyen óvatos, mert ha nem éri el gyorsan a fékkarokat, balesetet okozhat, megsérülhet és/vagy meghalhat, illetve mások sérülését és/vagy halálát okozhatja. Figyeljen oda, hogy mindig gyorsan elérje a fékkarokat. [1662, 336, 1962, 389]
numbered-item [684, 1280, 984, 1372]
warning-list [32, 89, 332, 260]
numbered-item-text: Minden használat előtt vizsgálja meg, hogy nincs-e rajta horpadás, deformáció, elhajlás, repedés vagy karcolás. Ha hibát talál, ne használja a kerékpárt, amíg ki nem cserélte a kormányt. Erős ütközés vagy baleset után képzett szerelővel vizsgáltassa meg a kormányt, mielőtt újra használná a kerékpárt, akkor is, ha nincs rajta látható horpadás, elhajlás vagy karcolás. A kormány meggyengülhet egy nagy ütéstől. [1675, 441, 1962, 546]
numbered-item-text: Pravidelně řídítka vyměňujte za nová. Správná lhůta výměny závisí na frekvenci používání jízdního kola. Jezdíte-li často a hodně nebo ve velmi náročných podmínkách, vyměňujte řídítka alespoň jednou ročně. [371, 1508, 645, 1560]
numbered-item [32, 1627, 332, 1693]
item-number: 2. [32, 612, 43, 625]
note-item: - アルミニウム合金、あるいはカーボンコーティングされたバー等に使用可能です。ただし、100%カーボンファイバー製バーには使用できませんのでご注意ください。 [684, 1096, 984, 1135]
warning-item: • El hecho de no seguir las indicaciones de este aviso puede causar el desajuste del manillar con la consiguiente colisión y lesiones o muerte del ciclista y de otras personas. No monte el manillar sin haber leído previamente y con atención las instrucciones de instalación y las especificaciones del fabricante de la potencia y el manillar. [684, 89, 984, 181]
numbered-item-text: Non fissare alcun elemento su questo manubrio prima di aver verificato attentamente che il morsetto interno dell'elemento sia totalmente privo di sbavature. Non montare alcun elemento su questo manubrio con un movimento rotatorio. I graffi possono provocare un indebolimento del materiale e accorciare la vita del manubrio. [1349, 586, 1627, 678]
numbered-item-text: Na tieto riadidlá nedávajte žiadne zakončenia ani predlžovacie časti, iba ak by sa tieto súčasti predávali ako vhodné na použitie s týmito riadidlami. [1349, 1522, 1624, 1560]
language-tab: ČESKÝ [358, 928, 528, 954]
item-number: 1. [1336, 1338, 1347, 1350]
note-item: - Tieto časovkárske nádstavce sú vhodné pre montáž na hliníkové, alebokombinované hliníkovo-karbónové riadidlá. Nemali by byť montované na celokarbónové riadidlá. [1336, 1154, 1636, 1206]
item-number: 5. [1662, 717, 1673, 730]
numbered-list [1662, 1311, 1962, 1587]
numbered-item-text: Pour des raisons de sécurité, détruire tout guidon remplacé. [45, 783, 298, 809]
language-section [1662, 45, 1962, 745]
warning-list [358, 971, 658, 1116]
warning-title: ADVARSEL [1662, 958, 1720, 970]
numbered-list [684, 495, 984, 823]
numbered-item-text: Na tieto riadidlá neupínajte žiadne predmety skôr, ako si starostlivo skontrolujete, či vnútorná svorka tohto predmetu neobsahuje žiadne hroty. Na tieto riadidlá nemontujte žiadny predmet, ktorý má točivý pohyb. Škrabance môžu spôsobovať oslabenie materiálu a môžu skrátiť životnosť Vašich riadidiel. [1349, 1442, 1627, 1521]
numbered-item-text: N'accrocher aucun accessoire à ce guidon avant d'avoir soigneusement vérifié que le collier de serrage de l'accessoire accroché est complètement exempt de barbes. N'y monter aucun accessoire avec un mouvement de rotation. Les éraflures peuvent fragiliser le guidon. [45, 612, 331, 691]
